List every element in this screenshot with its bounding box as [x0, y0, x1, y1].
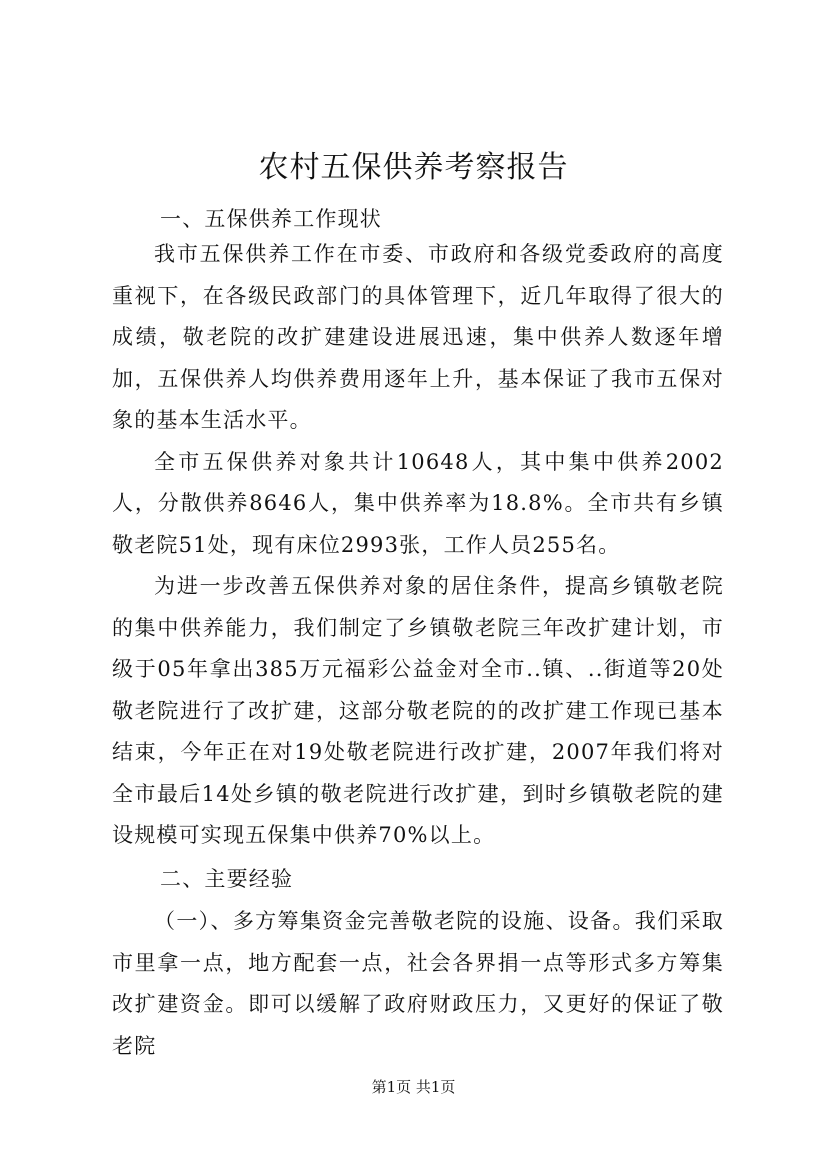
section-heading-1: 一、五保供养工作现状 [160, 207, 382, 231]
page-footer: 第1页 共1页 [371, 1078, 456, 1096]
paragraph-work-status: 我市五保供养工作在市委、市政府和各级党委政府的高度重视下，在各级民政部门的具体管理下，近几年取得了很大的成绩，敬老院的改扩建建设进展迅速，集中供养人数逐年增加，五保供养人均供养费用逐年上升，基本保证了我市五保对象的基本生活水平。 [112, 242, 724, 432]
section-1-body [112, 234, 724, 857]
section-heading-2: 二、主要经验 [160, 867, 294, 891]
paragraph-funding: （一）、多方筹集资金完善敬老院的设施、设备。我们采取市里拿一点，地方配套一点，社会各界捐一点等形式多方筹集改扩建资金。即可以缓解了政府财政压力，又更好的保证了敬老院 [112, 909, 724, 1058]
section-2-body [112, 901, 724, 1067]
document-title: 农村五保供养考察报告 [258, 150, 569, 185]
paragraph-expansion-plan: 为进一步改善五保供养对象的居住条件，提高乡镇敬老院的集中供养能力，我们制定了乡镇敬老院三年改扩建计划，市级于05年拿出385万元福彩公益金对全市..镇、..街道等20处敬老院进行了改扩建，这部分敬老院的的改扩建工作现已基本结束，今年正在对19处敬老院进行改扩建，2007年我们将对全市最后14处乡镇的敬老院进行改扩建，到时乡镇敬老院的建设规模可实现五保集中供养70%以上。 [112, 574, 724, 847]
paragraph-statistics: 全市五保供养对象共计10648人，其中集中供养2002人，分散供养8646人，集中供养率为18.8%。全市共有乡镇敬老院51处，现有床位2993张，工作人员255名。 [112, 449, 724, 557]
